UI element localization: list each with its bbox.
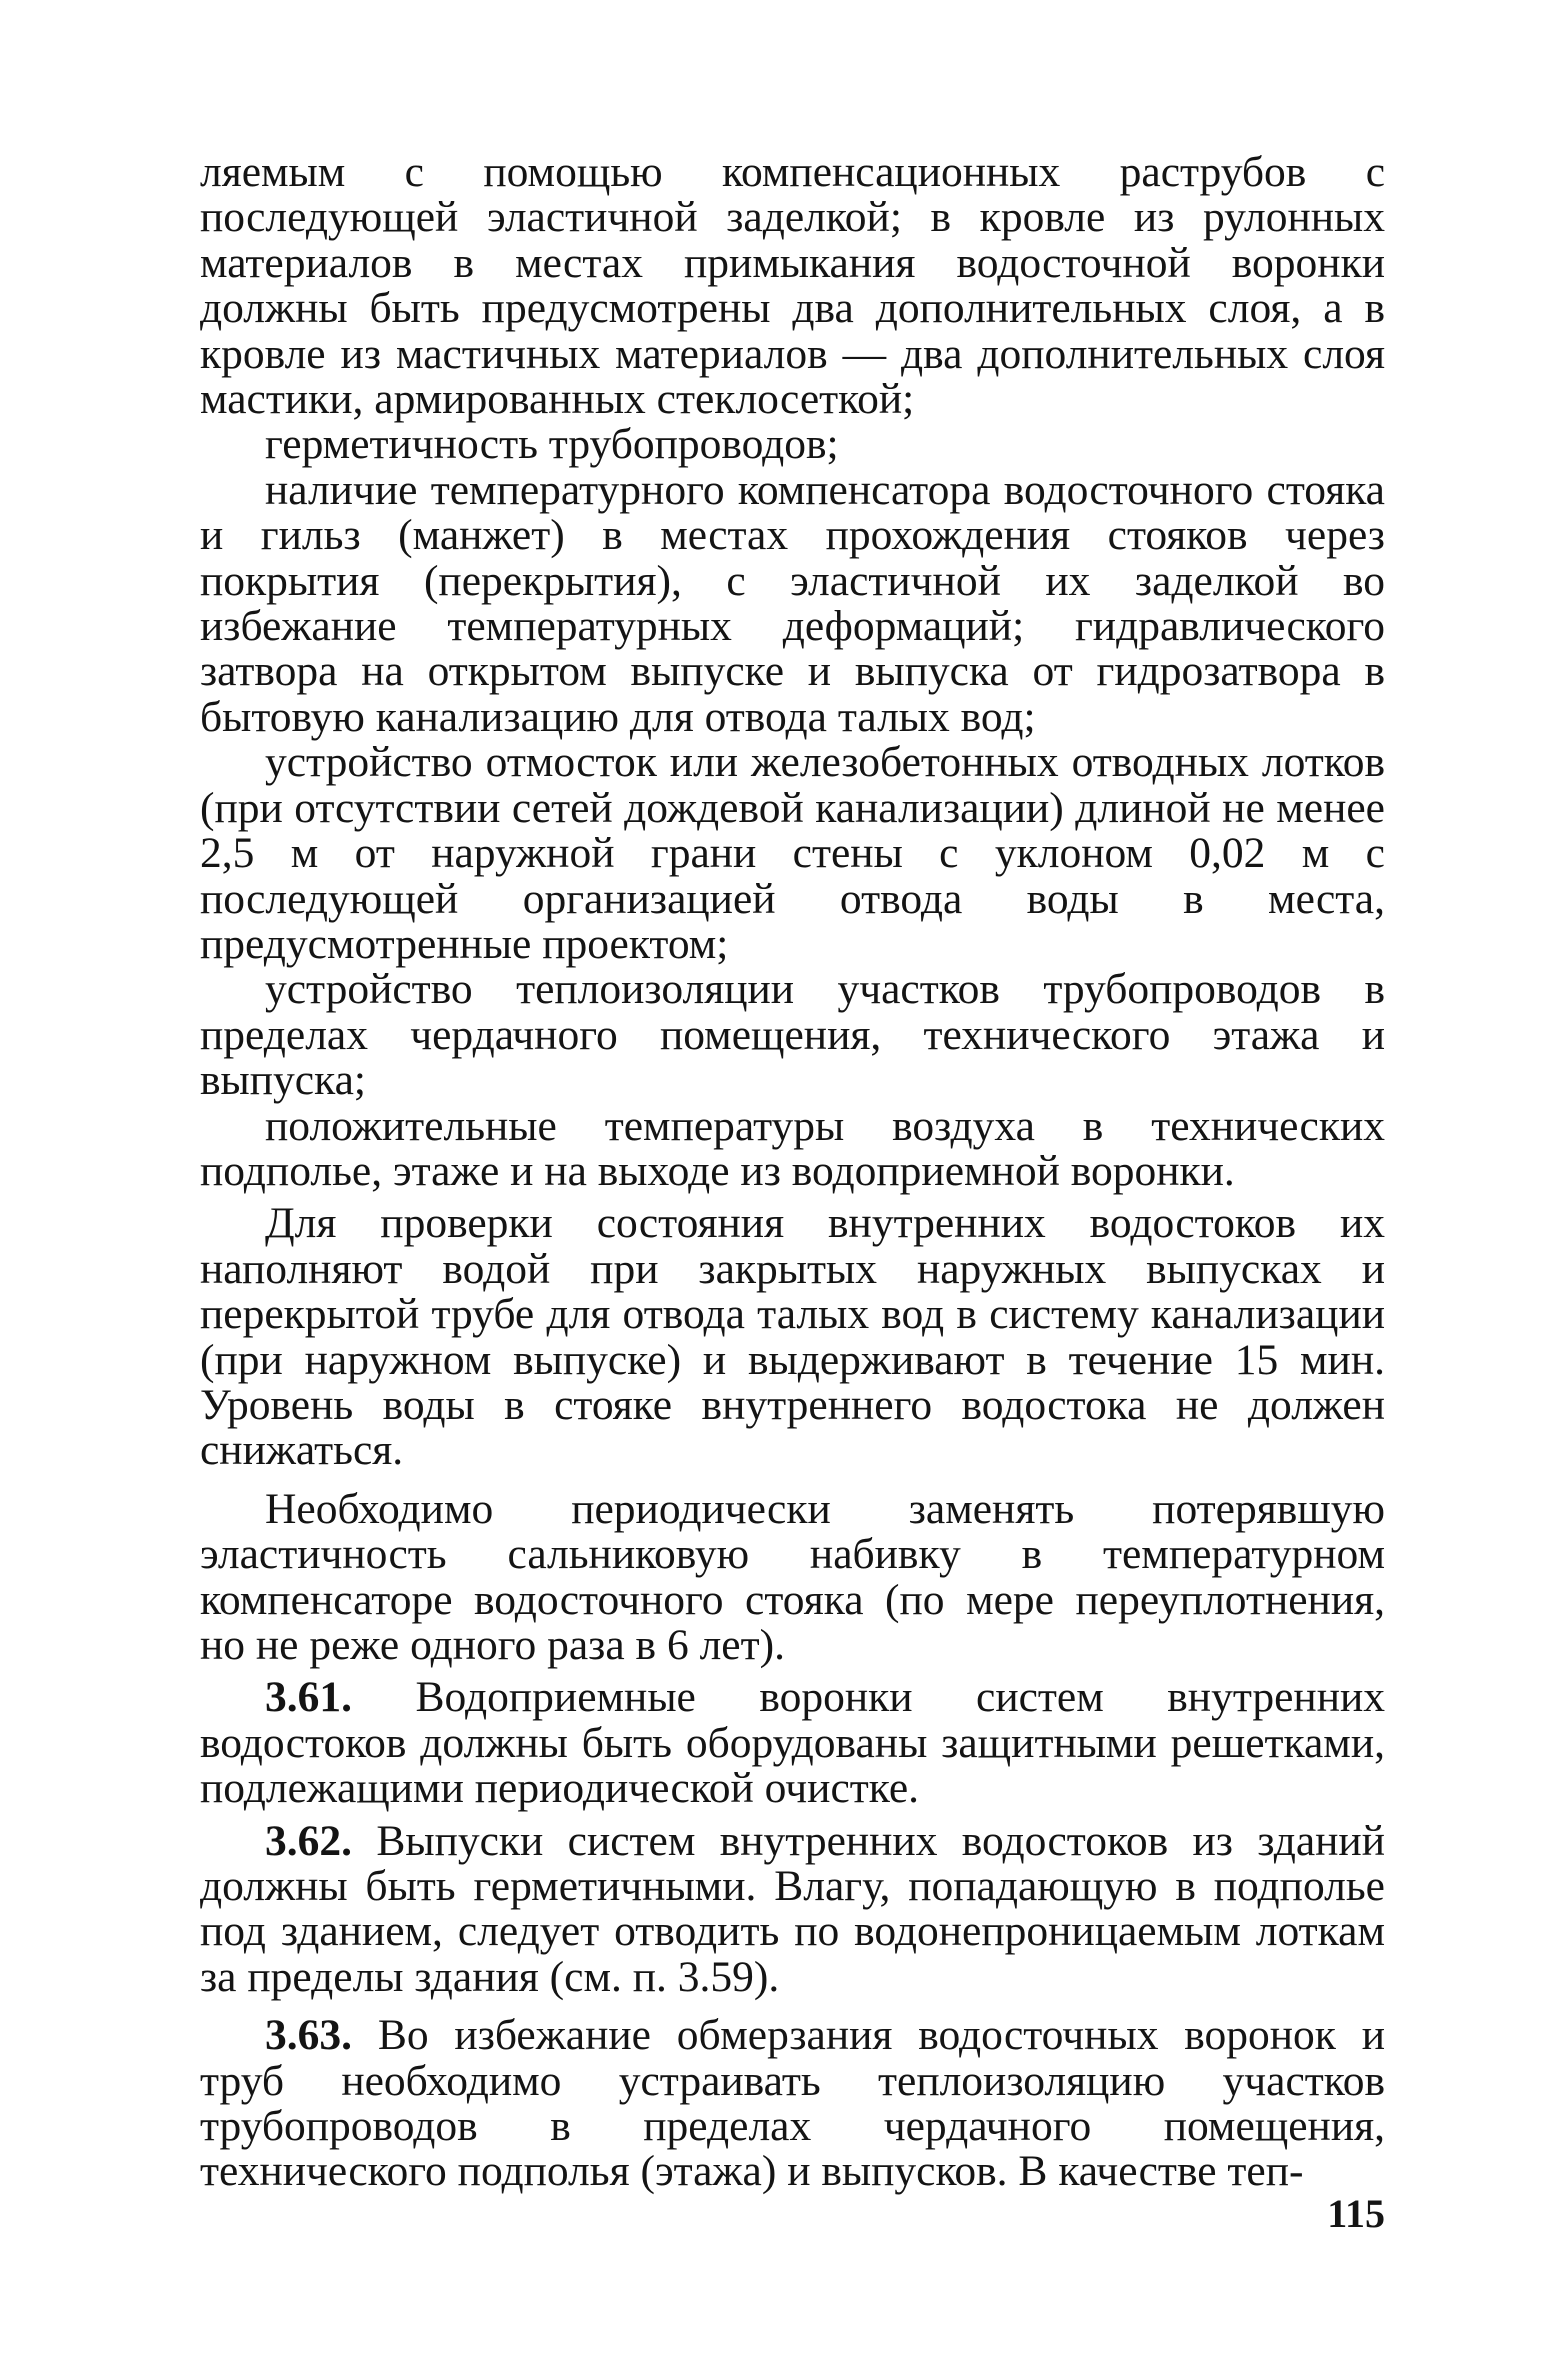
clause-3-62	[200, 1816, 1385, 2001]
paragraph-hermetic-pipes: герметичность трубопроводов;	[265, 420, 839, 469]
page-body	[200, 150, 1385, 2195]
paragraph-check-drains: Для проверки состояния внутренних водостоков их наполняют водой при закрытых наружных выпусках и перекрытой трубе для отвода талых вод в систему канализации (при наружном выпуске) и выдерживают в течение 15 мин. Уровень воды в стояке внутреннего водостока не должен снижаться.	[200, 1199, 1385, 1475]
paragraph-temperatures: положительные температуры воздуха в технических подполье, этаже и на выходе из водоприемной воронки.	[200, 1101, 1385, 1195]
clause-number: 3.62.	[265, 1816, 352, 1865]
clause-3-61	[200, 1675, 1385, 1811]
clause-number: 3.63.	[265, 2011, 352, 2060]
clause-text: Водоприемные воронки систем внутренних водостоков должны быть оборудованы защитными решетками, подлежащими периодической очистке.	[200, 1673, 1386, 1813]
paragraph-replace-packing: Необходимо периодически заменять потерявшую эластичность сальниковую набивку в температурном компенсаторе водосточного стояка (по мере переуплотнения, но не реже одного раза в 6 лет).	[200, 1484, 1385, 1669]
paragraph-otmostki: устройство отмосток или железобетонных отводных лотков (при отсутствии сетей дождевой канализации) длиной не менее 2,5 м от наружной грани стены с уклоном 0,02 м с последующей организацией отвода воды в места, предусмотренные проектом;	[200, 738, 1385, 968]
clause-text: Выпуски систем внутренних водостоков из зданий должны быть герметичными. Влагу, попадающую в подполье под зданием, следует отводить по водонепроницаемым лоткам за пределы здания (см. п. 3.59).	[200, 1816, 1385, 2001]
clause-3-63	[200, 2013, 1385, 2195]
page-number: 115	[1327, 2191, 1385, 2236]
paragraph-compensator: наличие температурного компенсатора водосточного стояка и гильз (манжет) в местах прохождения стояков через покрытия (перекрытия), с эластичной их заделкой во избежание температурных деформаций; гидравлического затвора на открытом выпуске и выпуска от гидрозатвора в бытовую канализацию для отвода талых вод;	[200, 465, 1385, 741]
clause-number: 3.61.	[265, 1673, 352, 1722]
clause-text: Во избежание обмерзания водосточных воронок и труб необходимо устраивать теплоизоляцию участков трубопроводов в пределах чердачного помещения, технического подполья (этажа) и выпусков. В качестве теп-	[200, 2011, 1386, 2196]
paragraph-continuation: ляемым с помощью компенсационных раструбов с последующей эластичной заделкой; в кровле из рулонных материалов в местах примыкания водосточной воронки должны быть предусмотрены два дополнительных слоя, а в кровле из мастичных материалов — два дополнительных слоя мастики, армированных стеклосеткой;	[200, 148, 1385, 424]
paragraph-insulation: устройство теплоизоляции участков трубопроводов в пределах чердачного помещения, технического этажа и выпуска;	[200, 965, 1385, 1105]
